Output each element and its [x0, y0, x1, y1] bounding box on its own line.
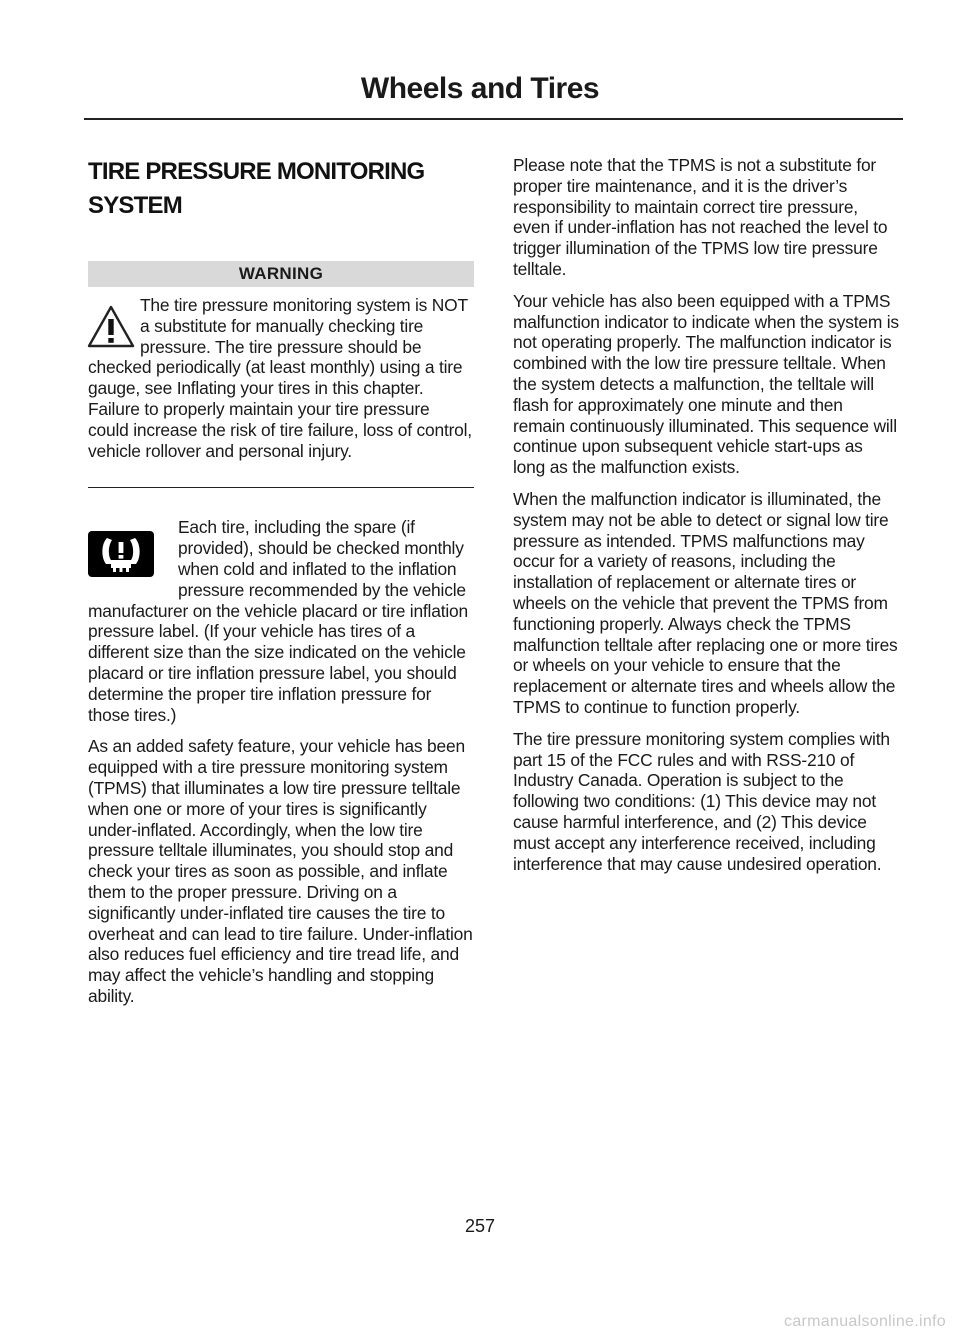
tire-pressure-telltale-icon — [88, 531, 154, 577]
page-header-title: Wheels and Tires — [360, 72, 600, 105]
tire-check-paragraph: Each tire, including the spare (if provided), should be checked monthly when cold and inflated to the inflation pressure recommended by the vehicle manufacturer on the vehicle placard or tire inflation pressure label. (If your vehicle has tires of a different size than the size indicated on the vehicle placard or tire inflation pressure label, you should determine the proper tire inflation pressure for those tires.) — [88, 517, 468, 725]
left-column — [88, 155, 474, 1018]
header-divider — [84, 118, 903, 120]
right-column — [513, 155, 899, 885]
page-number: 257 — [464, 1216, 496, 1236]
fcc-compliance-paragraph: The tire pressure monitoring system complies with part 15 of the FCC rules and with RSS-210 of Industry Canada. Operation is subject to the following two conditions: (1) This device may not cause harmful interference, and (2) This device must accept any interference received, including interference that may cause undesired operation. — [513, 728, 890, 874]
warning-divider — [88, 487, 474, 488]
warning-triangle-icon — [86, 303, 136, 351]
tpms-safety-paragraph: As an added safety feature, your vehicle has been equipped with a tire pressure monitoring system (TPMS) that illuminates a low tire pressure telltale when one or more of your tires is significantly under-inflated. Accordingly, when the low tire pressure telltale illuminates, you should stop and check your tires as soon as possible, and inflate them to the proper pressure. Driving on a significantly under-inflated tire causes the tire to overheat and can lead to tire failure. Under-inflation also reduces fuel efficiency and tire tread life, and may affect the vehicle’s handling and stopping ability. — [88, 736, 473, 1006]
warning-text: The tire pressure monitoring system is NOT a substitute for manually checking tire pressure. The tire pressure should be checked periodically (at least monthly) using a tire gauge, see Inflating your tires in this chapter. Failure to properly maintain your tire pressure could increase the risk of tire failure, loss of control, vehicle rollover and personal injury. — [88, 295, 472, 461]
watermark: carmanualsonline.info — [784, 1313, 946, 1330]
tpms-note-paragraph: Please note that the TPMS is not a substitute for proper tire maintenance, and it is the driver’s responsibility to maintain correct tire pressure, even if under-inflation has not reached the level to trigger illumination of the TPMS low tire pressure telltale. — [513, 155, 888, 279]
tpms-icon-block — [88, 517, 474, 725]
section-title: TIRE PRESSURE MONITORING SYSTEM — [88, 158, 425, 219]
malfunction-indicator-paragraph: Your vehicle has also been equipped with a TPMS malfunction indicator to indicate when the system is not operating properly. The malfunction indicator is combined with the low tire pressure telltale. When the system detects a malfunction, the telltale will flash for approximately one minute and then remain continuously illuminated. This sequence will continue upon subsequent vehicle start-ups as long as the malfunction exists. — [513, 290, 899, 478]
malfunction-effects-paragraph: When the malfunction indicator is illuminated, the system may not be able to detect or signal low tire pressure as intended. TPMS malfunctions may occur for a variety of reasons, including the installation of replacement or alternate tires or wheels on the vehicle that prevent the TPMS from functioning properly. Always check the TPMS malfunction telltale after replacing one or more tires or wheels on your vehicle to ensure that the replacement or alternate tires and wheels allow the TPMS to continue to function properly. — [513, 488, 898, 717]
warning-block — [88, 295, 474, 472]
warning-label: WARNING — [88, 261, 474, 287]
